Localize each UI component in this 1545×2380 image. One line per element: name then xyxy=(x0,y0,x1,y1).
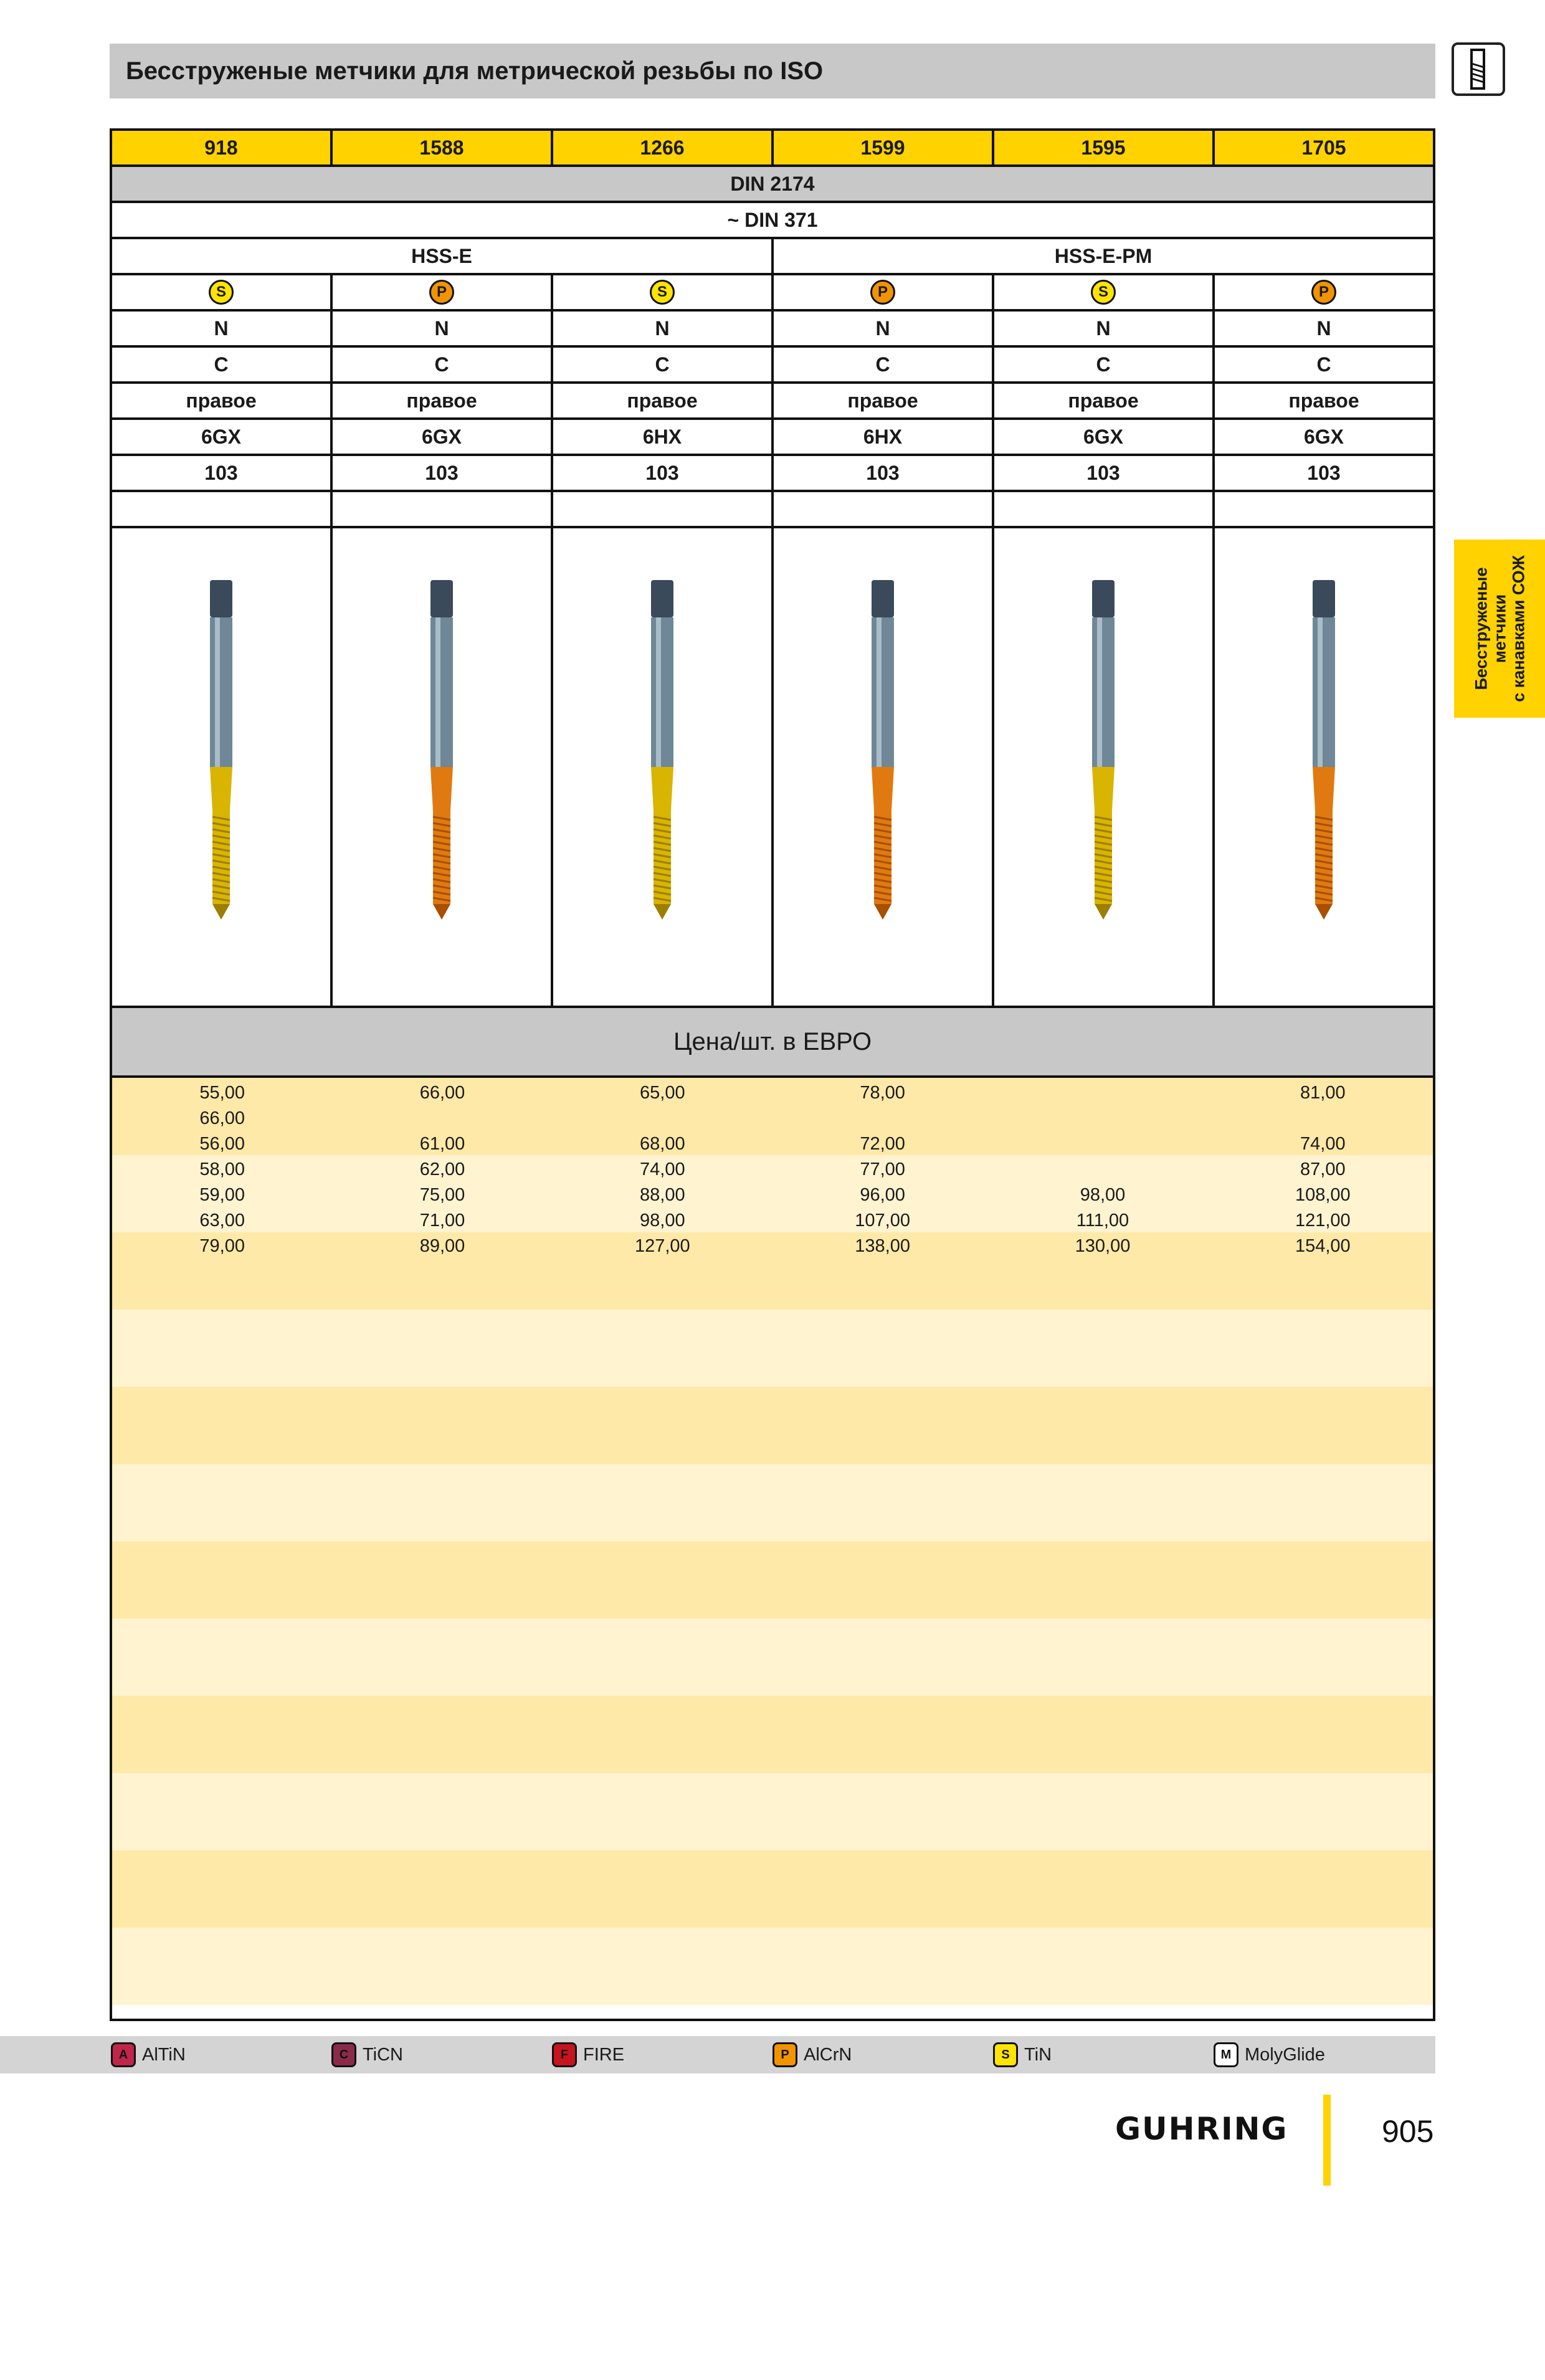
price-cell: 66,00 xyxy=(419,1082,465,1103)
price-cell: 88,00 xyxy=(640,1184,685,1205)
coating-cell xyxy=(774,275,994,309)
direction-row xyxy=(112,384,1433,420)
price-band xyxy=(112,1541,1433,1619)
price-cell: 55,00 xyxy=(199,1082,245,1103)
article-cell: 1595 xyxy=(994,131,1215,164)
empty-cell xyxy=(994,492,1215,526)
type-cell: N xyxy=(994,312,1215,345)
legend-item xyxy=(331,2042,403,2067)
legend-label: MolyGlide xyxy=(1245,2044,1325,2065)
price-band xyxy=(112,1773,1433,1850)
coating-tin-icon: S xyxy=(993,2042,1018,2067)
price-cell: 111,00 xyxy=(1076,1210,1129,1230)
coating-cell xyxy=(112,275,333,309)
form-cell: C xyxy=(994,348,1215,381)
type-row xyxy=(112,312,1433,348)
legend-item xyxy=(552,2042,624,2067)
direction-cell: правое xyxy=(774,384,994,417)
coating-legend xyxy=(0,2036,1435,2073)
price-band xyxy=(112,1619,1433,1696)
price-row xyxy=(112,1208,1433,1233)
price-cell: 108,00 xyxy=(1295,1184,1351,1205)
tap-image xyxy=(553,528,774,1006)
type-cell: N xyxy=(553,312,774,345)
article-cell: 1599 xyxy=(774,131,994,164)
coating-row xyxy=(112,275,1433,312)
price-cell: 75,00 xyxy=(419,1184,465,1205)
standard-approx-cell: ~ DIN 371 xyxy=(727,208,818,231)
form-cell: C xyxy=(333,348,553,381)
page-ref-cell: 103 xyxy=(333,456,553,490)
page-ref-cell: 103 xyxy=(1307,461,1341,484)
tap-image xyxy=(994,528,1215,1006)
page-header xyxy=(110,44,1435,98)
price-cell: 77,00 xyxy=(860,1159,905,1179)
side-tab-line2: метчики xyxy=(1491,594,1510,664)
coating-fire-icon: F xyxy=(552,2042,577,2067)
empty-cell xyxy=(333,492,553,526)
tolerance-cell: 6GX xyxy=(112,420,333,454)
article-cell: 918 xyxy=(112,131,333,164)
empty-cell xyxy=(553,492,774,526)
direction-cell: правое xyxy=(333,384,553,417)
price-cell: 65,00 xyxy=(640,1082,685,1103)
tap-image xyxy=(1215,528,1433,1006)
price-cell: 121,00 xyxy=(1295,1210,1351,1230)
coating-cell xyxy=(994,275,1215,309)
price-cell: 89,00 xyxy=(419,1235,465,1256)
direction-cell: правое xyxy=(994,384,1215,417)
price-cell: 59,00 xyxy=(199,1184,245,1205)
standard-approx-row xyxy=(112,203,1433,239)
page-ref-cell: 103 xyxy=(553,456,774,490)
side-tab-line1: Бесструженые xyxy=(1472,567,1491,690)
direction-cell: правое xyxy=(553,384,774,417)
article-cell: 1266 xyxy=(553,131,774,164)
price-cell: 138,00 xyxy=(855,1235,910,1256)
page-number: 905 xyxy=(1382,2114,1434,2149)
legend-label: AlTiN xyxy=(142,2044,186,2065)
empty-cell xyxy=(112,492,333,526)
price-cell: 154,00 xyxy=(1295,1235,1351,1256)
price-cell: 107,00 xyxy=(855,1210,910,1230)
price-cell: 61,00 xyxy=(419,1133,465,1154)
tool-image-row xyxy=(112,528,1433,1008)
price-cell: 71,00 xyxy=(419,1210,465,1230)
tolerance-cell: 6GX xyxy=(994,420,1215,454)
legend-item xyxy=(772,2042,852,2067)
page-title: Бесструженые метчики для метрической резьбы по ISO xyxy=(126,57,824,85)
price-band xyxy=(112,1310,1433,1387)
coating-p-icon: P xyxy=(429,280,454,305)
coating-s-icon: S xyxy=(650,280,675,305)
price-cell: 62,00 xyxy=(419,1159,465,1179)
empty-row xyxy=(112,492,1433,528)
price-cell: 87,00 xyxy=(1300,1159,1346,1179)
form-cell: C xyxy=(774,348,994,381)
tolerance-cell: 6HX xyxy=(774,420,994,454)
price-cell: 74,00 xyxy=(640,1159,685,1179)
legend-label: FIRE xyxy=(583,2044,625,2065)
price-row xyxy=(112,1106,1433,1131)
price-row xyxy=(112,1131,1433,1156)
price-cell: 66,00 xyxy=(199,1108,245,1128)
price-row xyxy=(112,1183,1433,1207)
price-cell: 96,00 xyxy=(860,1184,905,1205)
price-cell: 63,00 xyxy=(199,1210,245,1230)
article-row xyxy=(112,131,1433,167)
price-row xyxy=(112,1080,1433,1105)
material-row xyxy=(112,239,1433,275)
price-cell: 68,00 xyxy=(640,1133,685,1154)
legend-item xyxy=(111,2042,186,2067)
price-cell: 74,00 xyxy=(1300,1133,1346,1154)
price-header: Цена/шт. в ЕВРО xyxy=(112,1008,1433,1078)
price-band xyxy=(112,1850,1433,1928)
standard-cell: DIN 2174 xyxy=(730,172,815,195)
side-tab-line3: с канавками СОЖ xyxy=(1509,555,1529,702)
price-row xyxy=(112,1157,1433,1182)
direction-cell: правое xyxy=(112,384,333,417)
price-cell: 130,00 xyxy=(1075,1235,1131,1256)
price-cell: 56,00 xyxy=(199,1133,245,1154)
price-band xyxy=(112,1696,1433,1773)
coating-cell xyxy=(1215,275,1433,309)
price-band xyxy=(112,1464,1433,1541)
tolerance-cell: 6HX xyxy=(553,420,774,454)
section-side-tab xyxy=(1454,540,1545,718)
type-cell: N xyxy=(112,312,333,345)
footer-divider xyxy=(1323,2095,1331,2186)
price-cell: 81,00 xyxy=(1300,1082,1346,1103)
page-ref-row xyxy=(112,456,1433,492)
article-cell: 1705 xyxy=(1301,136,1346,159)
form-cell: C xyxy=(1316,353,1331,376)
coating-alcrn-icon: P xyxy=(772,2042,797,2067)
coating-p-icon: P xyxy=(870,280,895,305)
tap-tool-icon xyxy=(1452,42,1505,96)
coating-altin-icon: A xyxy=(111,2042,136,2067)
legend-item xyxy=(993,2042,1052,2067)
tap-image xyxy=(112,528,333,1006)
empty-cell xyxy=(774,492,994,526)
page-ref-cell: 103 xyxy=(994,456,1215,490)
price-cell: 98,00 xyxy=(1080,1184,1126,1205)
direction-cell: правое xyxy=(1288,389,1359,412)
tolerance-row xyxy=(112,420,1433,456)
legend-label: TiN xyxy=(1024,2044,1052,2065)
price-cell: 79,00 xyxy=(199,1235,245,1256)
price-cell: 98,00 xyxy=(640,1210,685,1230)
price-cell: 72,00 xyxy=(860,1133,905,1154)
price-cell: 58,00 xyxy=(199,1159,245,1179)
tolerance-cell: 6GX xyxy=(333,420,553,454)
price-cell: 78,00 xyxy=(860,1082,905,1103)
tap-image xyxy=(774,528,994,1006)
legend-label: TiCN xyxy=(363,2044,403,2065)
coating-molyglide-icon: M xyxy=(1214,2042,1238,2067)
coating-s-icon: S xyxy=(209,280,234,305)
form-cell: C xyxy=(553,348,774,381)
brand-logo: GUHRING xyxy=(1115,2111,1288,2147)
material-cell: HSS-E xyxy=(112,239,774,273)
product-table xyxy=(110,128,1435,2021)
empty-cell xyxy=(1215,492,1433,526)
coating-s-icon: S xyxy=(1091,280,1116,305)
coating-cell xyxy=(553,275,774,309)
tap-image xyxy=(333,528,553,1006)
legend-item xyxy=(1214,2042,1325,2067)
legend-label: AlCrN xyxy=(804,2044,852,2065)
price-table xyxy=(112,1078,1433,2380)
type-cell: N xyxy=(333,312,553,345)
material-cell: HSS-E-PM xyxy=(1054,244,1153,267)
coating-cell xyxy=(333,275,553,309)
price-band xyxy=(112,1387,1433,1464)
price-cell: 127,00 xyxy=(634,1235,690,1256)
coating-p-icon: P xyxy=(1311,280,1336,305)
type-cell: N xyxy=(1316,317,1331,340)
price-row xyxy=(112,1234,1433,1259)
type-cell: N xyxy=(774,312,994,345)
form-row xyxy=(112,348,1433,384)
tolerance-cell: 6GX xyxy=(1303,425,1344,448)
coating-ticn-icon: C xyxy=(331,2042,356,2067)
price-band xyxy=(112,1928,1433,2005)
form-cell: C xyxy=(112,348,333,381)
page-ref-cell: 103 xyxy=(774,456,994,490)
article-cell: 1588 xyxy=(333,131,553,164)
page-ref-cell: 103 xyxy=(112,456,333,490)
standard-row xyxy=(112,167,1433,203)
